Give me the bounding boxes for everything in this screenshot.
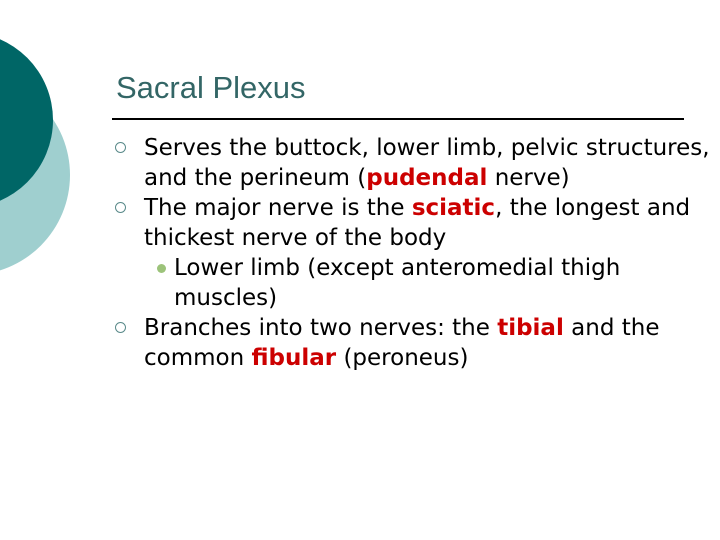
highlight-term: tibial (497, 315, 564, 341)
filled-dot-bullet-icon (157, 264, 166, 273)
bullet-item-branches (112, 313, 712, 373)
highlight-term: pudendal (366, 165, 488, 191)
bullet-text: and the common (144, 315, 660, 371)
title-divider (112, 118, 684, 120)
highlight-term: fibular (251, 345, 337, 371)
bullet-text: The major nerve is the (144, 195, 412, 221)
highlight-term: sciatic (411, 195, 496, 221)
bullet-list (112, 133, 712, 373)
hollow-circle-bullet-icon (115, 202, 126, 213)
slide-title: Sacral Plexus (116, 70, 306, 105)
bullet-text: Branches into two nerves: the (144, 315, 498, 341)
bullet-item-pudendal (112, 133, 712, 193)
bullet-item-sciatic (112, 193, 712, 253)
sub-bullet-text: Lower limb (except anteromedial thigh muscles) (174, 255, 621, 311)
bullet-text: , the longest and thickest nerve of the body (144, 195, 691, 251)
bullet-text: nerve) (487, 165, 570, 191)
decorative-circles (0, 0, 120, 300)
sub-bullet-item (112, 253, 712, 313)
bullet-text: (peroneus) (336, 345, 469, 371)
hollow-circle-bullet-icon (115, 142, 126, 153)
bullet-text: Serves the buttock, lower limb, pelvic structures, and the perineum ( (144, 135, 710, 191)
hollow-circle-bullet-icon (115, 322, 126, 333)
